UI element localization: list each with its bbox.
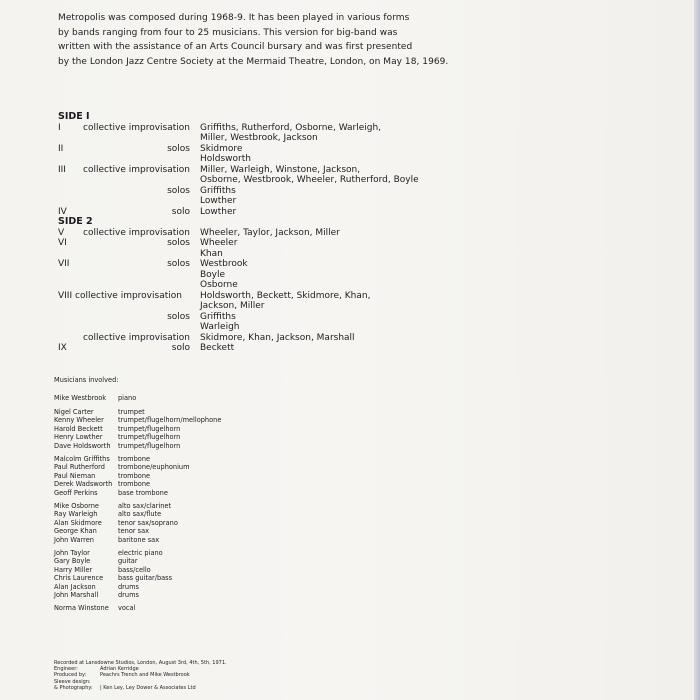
musician-instrument: vocal — [118, 604, 136, 613]
musician-row — [54, 442, 221, 451]
musician-name: Norma Winstone — [54, 604, 109, 613]
track-performers — [200, 259, 440, 291]
musician-groups — [54, 394, 221, 613]
credit-value: Peachrs Trench and Mike Westbrook — [100, 672, 190, 679]
musician-name: Harry Miller — [54, 565, 93, 574]
track-number — [58, 186, 74, 207]
performer-line: Holdsworth, Beckett, Skidmore, Khan, — [200, 290, 371, 301]
sleeve-label: Sleeve design: — [54, 678, 91, 685]
musician-row — [54, 510, 221, 519]
musician-instrument: bass/cello — [118, 565, 151, 574]
musician-row — [54, 557, 221, 566]
track-row — [58, 123, 440, 144]
musician-instrument: piano — [118, 394, 137, 402]
musician-name: Ray Warleigh — [54, 510, 98, 519]
track-number-text: VIII — [58, 290, 73, 301]
musician-name: Paul Nieman — [54, 471, 96, 480]
credit-label: Engineer: — [54, 666, 78, 673]
performer-line: Griffiths, Rutherford, Osborne, Warleigh, — [200, 122, 382, 133]
musician-instrument: bass guitar/bass — [118, 574, 173, 583]
track-row — [58, 343, 440, 354]
track-row — [58, 144, 440, 165]
track-performers — [200, 165, 440, 186]
musician-instrument: alto sax/flute — [118, 510, 162, 519]
musician-group — [54, 549, 221, 601]
credit-value: Adrian Kerridge — [100, 666, 139, 673]
track-row — [58, 291, 440, 312]
track-description: solos — [167, 185, 190, 196]
performer-line: Lowther — [200, 206, 237, 217]
musician-name: Alan Jackson — [54, 582, 96, 591]
track-number: IX — [58, 343, 67, 353]
musician-group — [54, 455, 221, 498]
musician-instrument: baritone sax — [118, 535, 160, 544]
track-description: solo — [171, 343, 190, 353]
track-row — [58, 333, 440, 344]
track-description: collective improvisation — [83, 227, 190, 238]
track-description: collective improvisation — [83, 332, 190, 343]
track-number — [58, 333, 74, 344]
musician-row — [54, 489, 221, 498]
musician-instrument: trombone — [118, 480, 151, 489]
track-row — [58, 312, 440, 333]
performer-line: Griffiths — [200, 185, 236, 196]
side-2-title: SIDE 2 — [58, 216, 93, 227]
musician-row — [54, 536, 221, 545]
musician-row — [54, 566, 221, 575]
performer-line: Skidmore, Khan, Jackson, Marshall — [200, 332, 355, 343]
performer-line: Miller, Warleigh, Winstone, Jackson, — [200, 164, 361, 175]
track-row — [58, 259, 440, 291]
musician-name: Alan Skidmore — [54, 518, 102, 527]
performer-line: Osborne — [200, 280, 238, 290]
performer-line: Beckett — [200, 343, 235, 353]
musician-instrument: guitar — [118, 557, 138, 566]
performer-line: Boyle — [200, 269, 226, 280]
track-performers — [200, 238, 440, 259]
musician-name: John Warren — [54, 535, 94, 544]
musician-row — [54, 408, 221, 417]
track-row — [58, 228, 440, 239]
musician-name: John Taylor — [54, 548, 90, 557]
performer-line: Warleigh — [200, 322, 240, 332]
musician-name: Derek Wadsworth — [54, 480, 113, 489]
musician-instrument: trumpet — [118, 407, 145, 416]
credit-row — [54, 679, 227, 691]
track-description-text: collective improvisation — [75, 290, 182, 301]
performer-line: Westbrook — [200, 259, 248, 269]
musician-row — [54, 472, 221, 481]
musician-instrument: trumpet/flugelhorn — [118, 433, 181, 442]
musician-name: Nigel Carter — [54, 407, 94, 416]
musician-row — [54, 480, 221, 489]
musician-instrument: drums — [118, 582, 139, 591]
musician-row — [54, 583, 221, 592]
side-1-title: SIDE I — [58, 111, 90, 122]
credit-label — [54, 679, 100, 691]
musician-row — [54, 425, 221, 434]
musician-name: Dave Holdsworth — [54, 441, 111, 450]
musician-instrument: base trombone — [118, 488, 168, 497]
performer-line: Jackson, Miller — [200, 301, 265, 311]
intro-text — [58, 11, 498, 69]
credit-label: Produced by: — [54, 672, 87, 679]
musician-group — [54, 502, 221, 545]
performer-line: Skidmore — [200, 143, 243, 154]
musician-row — [54, 527, 221, 536]
recording-credits — [54, 660, 227, 691]
musician-row — [54, 604, 221, 613]
musician-name: George Khan — [54, 527, 97, 536]
musician-instrument: trombone/euphonium — [118, 463, 190, 472]
performer-line: Osborne, Westbrook, Wheeler, Rutherford, Boyle — [200, 175, 419, 185]
track-row — [58, 207, 440, 218]
intro-line: Metropolis was composed during 1968-9. It has been played in various forms — [58, 13, 410, 23]
musician-group — [54, 408, 221, 451]
track-number: V — [58, 227, 65, 238]
musician-instrument: electric piano — [118, 548, 163, 557]
musician-instrument: trumpet/flugelhorn — [118, 424, 181, 433]
musician-row — [54, 463, 221, 472]
musician-row — [54, 574, 221, 583]
track-number: II — [58, 143, 64, 154]
track-performers — [200, 312, 440, 333]
track-performers — [200, 207, 440, 218]
musician-name: Henry Lowther — [54, 433, 103, 442]
track-number: VI — [58, 238, 67, 248]
track-performers — [200, 123, 440, 144]
musicians-list — [54, 376, 221, 617]
track-performers — [200, 343, 440, 354]
track-description: collective improvisation — [83, 164, 190, 175]
musician-instrument: trumpet/flugelhorn — [118, 441, 181, 450]
track-description: solo — [171, 206, 190, 217]
musician-row — [54, 502, 221, 511]
musician-instrument: tenor sax — [118, 527, 150, 536]
intro-line: written with the assistance of an Arts Council bursary and was first presented — [58, 42, 413, 53]
musician-instrument: alto sax/clarinet — [118, 501, 172, 510]
musician-row — [54, 549, 221, 558]
track-performers — [200, 291, 440, 312]
cover-edge — [694, 0, 700, 700]
musician-name: Malcolm Griffiths — [54, 454, 110, 463]
performer-line: Holdsworth — [200, 154, 251, 164]
musician-row — [54, 455, 221, 464]
performer-line: Wheeler, Taylor, Jackson, Miller — [200, 227, 340, 238]
track-description: collective improvisation — [83, 122, 190, 133]
musician-instrument: tenor sax/soprano — [118, 518, 178, 527]
musician-name: John Marshall — [54, 591, 99, 600]
performer-line: Miller, Westbrook, Jackson — [200, 133, 318, 143]
credit-value: | Ken Ley, Ley Dower & Associates Ltd — [100, 684, 196, 691]
track-number: I — [58, 122, 61, 133]
performer-line: Lowther — [200, 196, 237, 206]
musician-group — [54, 604, 221, 613]
track-performers — [200, 186, 440, 207]
performer-line: Wheeler — [200, 238, 238, 248]
musician-name: Mike Westbrook — [54, 394, 107, 402]
musician-instrument: trombone — [118, 454, 151, 463]
track-description: solos — [167, 311, 190, 322]
track-row — [58, 238, 440, 259]
musician-row — [54, 416, 221, 425]
track-performers — [200, 144, 440, 165]
musician-name: Kenny Wheeler — [54, 416, 104, 425]
musician-row — [54, 433, 221, 442]
musician-name: Geoff Perkins — [54, 488, 98, 497]
recorded-at: Recorded at Lansdowne Studios, London, August 3rd, 4th, 5th, 1971. — [54, 660, 227, 666]
track-row — [58, 186, 440, 207]
intro-line: by bands ranging from four to 25 musicians. This version for big-band was — [58, 27, 398, 38]
track-number: VII — [58, 259, 70, 269]
track-number: IV — [58, 206, 67, 217]
musician-group — [54, 394, 221, 403]
musicians-heading: Musicians involved: — [54, 376, 119, 384]
track-row — [58, 165, 440, 186]
musician-instrument: drums — [118, 591, 139, 600]
track-number: III — [58, 164, 66, 175]
track-description: solos — [167, 259, 190, 269]
musician-name: Mike Osborne — [54, 501, 99, 510]
musician-row — [54, 394, 221, 403]
musician-name: Chris Laurence — [54, 574, 104, 583]
track-performers — [200, 333, 440, 344]
track-description: solos — [167, 143, 190, 154]
performer-line: Khan — [200, 248, 223, 259]
musician-row — [54, 591, 221, 600]
musician-instrument: trombone — [118, 471, 151, 480]
track-description — [58, 291, 200, 312]
track-performers — [200, 228, 440, 239]
performer-line: Griffiths — [200, 311, 236, 322]
musician-row — [54, 519, 221, 528]
sleeve-label: & Photography: — [54, 684, 93, 691]
track-listing — [58, 112, 440, 354]
musician-name: Gary Boyle — [54, 557, 91, 566]
musician-name: Harold Beckett — [54, 424, 103, 433]
track-description: solos — [167, 238, 190, 248]
track-number — [58, 312, 74, 333]
musician-name: Paul Rutherford — [54, 463, 105, 472]
intro-line: by the London Jazz Centre Society at the Mermaid Theatre, London, on May 18, 1969. — [58, 56, 449, 67]
musician-instrument: trumpet/flugelhorn/mellophone — [118, 416, 222, 425]
